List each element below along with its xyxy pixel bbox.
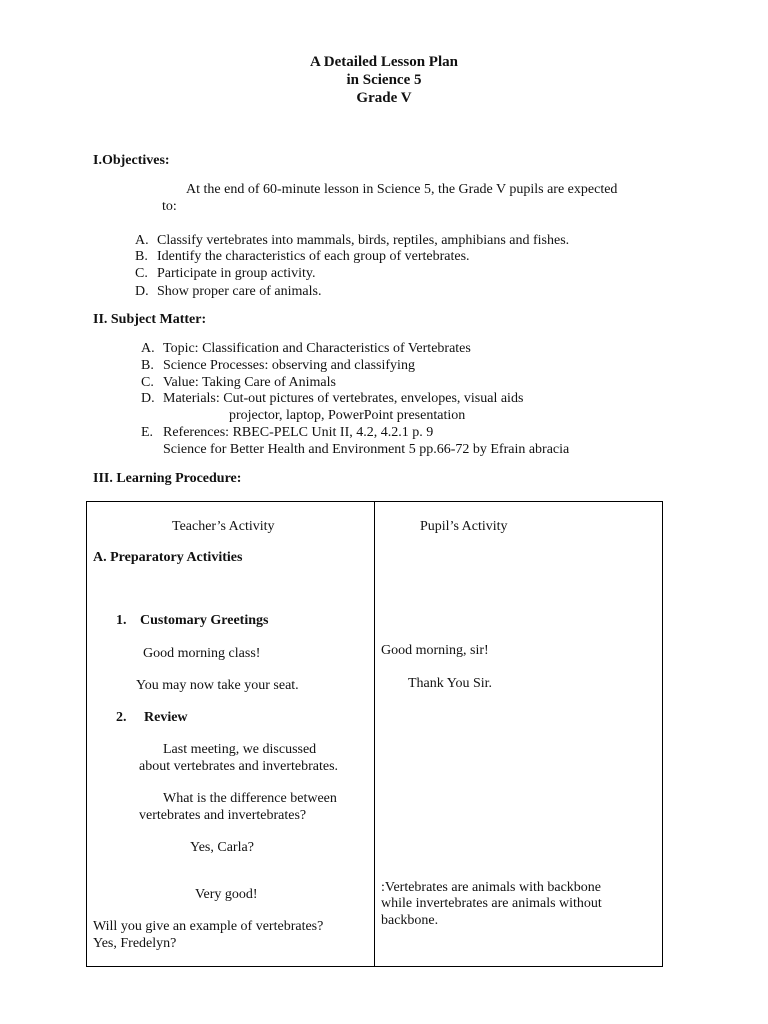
objective-text: Identify the characteristics of each group of vertebrates. [157, 249, 470, 264]
subject-marker: E. [141, 425, 154, 440]
subject-marker: A. [141, 341, 155, 356]
teacher-very-good: Very good! [195, 887, 258, 902]
teacher-take-seat: You may now take your seat. [136, 678, 299, 693]
objective-marker: C. [135, 266, 148, 281]
subject-text: References: RBEC-PELC Unit II, 4.2, 4.2.1 p. 9 [163, 425, 434, 440]
objectives-intro-line1: At the end of 60-minute lesson in Science 5, the Grade V pupils are expected [186, 182, 618, 197]
pupil-answer-line1: :Vertebrates are animals with backbone [381, 880, 602, 895]
subject-text: Materials: Cut-out pictures of vertebrates, envelopes, visual aids [163, 391, 524, 406]
subject-marker: B. [141, 358, 154, 373]
teacher-yes-carla: Yes, Carla? [190, 840, 254, 855]
teacher-greeting: Good morning class! [143, 646, 261, 661]
pupil-answer-line2: while invertebrates are animals without [381, 896, 602, 911]
review-heading: Review [144, 710, 188, 725]
teacher-activity-header: Teacher’s Activity [172, 519, 275, 534]
pupil-activity-header: Pupil’s Activity [420, 519, 508, 534]
step-1-number: 1. [116, 613, 127, 628]
teacher-question-line2: vertebrates and invertebrates? [139, 808, 307, 823]
learning-procedure-heading: III. Learning Procedure: [93, 471, 242, 486]
document-title-line2: in Science 5 [346, 72, 422, 88]
subject-text: Topic: Classification and Characteristics of Vertebrates [163, 341, 471, 356]
objective-marker: A. [135, 233, 149, 248]
teacher-review-line1: Last meeting, we discussed [163, 742, 317, 757]
document-title-line1: A Detailed Lesson Plan [310, 54, 458, 70]
teacher-review-line2: about vertebrates and invertebrates. [139, 759, 339, 774]
document-title-line3: Grade V [356, 90, 412, 106]
subject-text: Science Processes: observing and classifying [163, 358, 415, 373]
objective-marker: D. [135, 284, 149, 299]
objectives-heading: I.Objectives: [93, 153, 170, 168]
objective-text: Show proper care of animals. [157, 284, 322, 299]
step-2-number: 2. [116, 710, 127, 725]
pupil-thanks: Thank You Sir. [408, 676, 493, 691]
pupil-greeting: Good morning, sir! [381, 643, 489, 658]
objective-text: Participate in group activity. [157, 266, 316, 281]
materials-continuation: projector, laptop, PowerPoint presentation [229, 408, 466, 423]
objective-marker: B. [135, 249, 148, 264]
customary-greetings-heading: Customary Greetings [140, 613, 269, 628]
references-continuation: Science for Better Health and Environment 5 pp.66-72 by Efrain abracia [163, 442, 570, 457]
objective-text: Classify vertebrates into mammals, birds, reptiles, amphibians and fishes. [157, 233, 570, 248]
teacher-yes-fredelyn: Yes, Fredelyn? [93, 936, 177, 951]
subject-text: Value: Taking Care of Animals [163, 375, 336, 390]
subject-matter-heading: II. Subject Matter: [93, 312, 207, 327]
teacher-question-line1: What is the difference between [163, 791, 337, 806]
teacher-example-question: Will you give an example of vertebrates? [93, 919, 324, 934]
subject-marker: C. [141, 375, 154, 390]
subject-marker: D. [141, 391, 155, 406]
pupil-answer-line3: backbone. [381, 913, 439, 928]
preparatory-activities-heading: A. Preparatory Activities [93, 550, 243, 565]
objectives-intro-line2: to: [162, 199, 177, 214]
table-column-divider [374, 501, 375, 967]
